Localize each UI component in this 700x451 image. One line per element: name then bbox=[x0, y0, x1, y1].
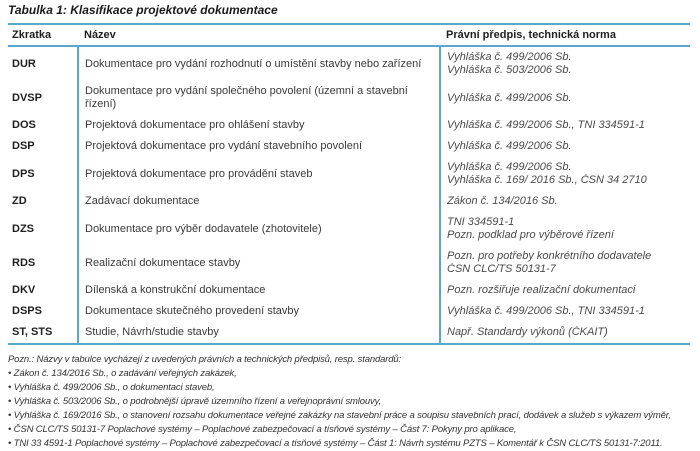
table-row bbox=[8, 115, 690, 136]
norm-cell bbox=[440, 301, 690, 322]
abbr-cell: DOS bbox=[8, 115, 78, 136]
name-cell: Projektová dokumentace pro ohlášení stavby bbox=[78, 115, 440, 136]
abbr-cell: DZS bbox=[8, 212, 78, 246]
name-cell: Zadávací dokumentace bbox=[78, 191, 440, 212]
abbr-cell: DSPS bbox=[8, 301, 78, 322]
table-title: Tabulka 1: Klasifikace projektové dokumentace bbox=[8, 3, 278, 17]
name-cell: Dokumentace pro vydání rozhodnutí o umístění stavby nebo zařízení bbox=[78, 46, 440, 81]
norm-line: Vyhláška č. 499/2006 Sb. bbox=[447, 161, 572, 173]
table-row bbox=[8, 136, 690, 157]
norm-cell bbox=[440, 280, 690, 301]
abbr-cell: RDS bbox=[8, 246, 78, 280]
table-row bbox=[8, 46, 690, 81]
table-row bbox=[8, 322, 690, 344]
header-abbr: Zkratka bbox=[12, 29, 52, 41]
name-cell: Dokumentace pro výběr dodavatele (zhotovitele) bbox=[78, 212, 440, 246]
norm-cell bbox=[440, 322, 690, 344]
norm-line: Vyhláška č. 503/2006 Sb. bbox=[447, 64, 572, 76]
norm-line: Zákon č. 134/2016 Sb. bbox=[447, 195, 558, 207]
abbr-cell: DUR bbox=[8, 46, 78, 81]
table-header bbox=[8, 24, 690, 46]
header-row bbox=[8, 24, 690, 46]
name-cell: Projektová dokumentace pro vydání stavebního povolení bbox=[78, 136, 440, 157]
table-row bbox=[8, 81, 690, 115]
name-cell: Dokumentace pro vydání společného povolení (územní a stavební řízení) bbox=[78, 81, 440, 115]
table-row bbox=[8, 191, 690, 212]
footnote-list bbox=[8, 367, 690, 451]
abbr-cell: ST, STS bbox=[8, 322, 78, 344]
norm-line: Pozn. pro potřeby konkrétního dodavatele bbox=[447, 250, 652, 262]
norm-cell bbox=[440, 212, 690, 246]
footnote-item: • Zákon č. 134/2016 Sb., o zadávání veřejných zakázek, bbox=[8, 367, 690, 381]
classification-table bbox=[8, 23, 690, 345]
footnote-intro: Pozn.: Názvy v tabulce vycházejí z uvedených právních a technických předpisů, resp. standardů: bbox=[8, 354, 402, 365]
name-cell: Projektová dokumentace pro provádění staveb bbox=[78, 157, 440, 191]
norm-line: ČSN CLC/TS 50131-7 bbox=[447, 263, 556, 275]
table-body bbox=[8, 46, 690, 344]
norm-cell bbox=[440, 191, 690, 212]
footnote-item: • Vyhláška č. 503/2006 Sb., o podrobnější úpravě územního řízení a veřejnoprávní smlouvy, bbox=[8, 395, 690, 409]
norm-cell bbox=[440, 136, 690, 157]
footnote-item: • TNI 33 4591-1 Poplachové systémy – Poplachové zabezpečovací a tísňové systémy – Část 1: Návrh systému PZTS – Komentář k ČSN CLC/TS 50131-7:2011. bbox=[8, 437, 690, 451]
name-cell: Dílenská a konstrukční dokumentace bbox=[78, 280, 440, 301]
norm-cell bbox=[440, 246, 690, 280]
norm-line: Vyhláška č. 499/2006 Sb. bbox=[447, 51, 572, 63]
table-row bbox=[8, 212, 690, 246]
abbr-cell: DPS bbox=[8, 157, 78, 191]
norm-line: Pozn. podklad pro výběrové řízení bbox=[447, 229, 614, 241]
table-row bbox=[8, 157, 690, 191]
norm-cell bbox=[440, 81, 690, 115]
norm-line: Vyhláška č. 499/2006 Sb. bbox=[447, 91, 572, 104]
abbr-cell: DSP bbox=[8, 136, 78, 157]
footnote-item: • Vyhláška č. 169/2016 Sb., o stanovení rozsahu dokumentace veřejné zakázky na stavební práce a soupisu stavebních prací, dodávek a služeb s výkazem výměr, bbox=[8, 409, 690, 423]
norm-line: Např. Standardy výkonů (ČKAIT) bbox=[447, 326, 608, 338]
table-row bbox=[8, 280, 690, 301]
header-norm: Právní předpis, technická norma bbox=[446, 29, 616, 41]
abbr-cell: DKV bbox=[8, 280, 78, 301]
name-cell: Dokumentace skutečného provedení stavby bbox=[78, 301, 440, 322]
norm-cell bbox=[440, 46, 690, 81]
norm-line: TNI 334591-1 bbox=[447, 216, 515, 228]
abbr-cell: ZD bbox=[8, 191, 78, 212]
footnote-item: • ČSN CLC/TS 50131-7 Poplachové systémy – Poplachové zabezpečovací a tísňové systémy – Část 7: Pokyny pro aplikace, bbox=[8, 423, 690, 437]
abbr-cell: DVSP bbox=[8, 81, 78, 115]
norm-line: Vyhláška č. 499/2006 Sb. bbox=[447, 140, 572, 152]
name-cell: Studie, Návrh/studie stavby bbox=[78, 322, 440, 344]
norm-line: Vyhláška č. 169/ 2016 Sb., ČSN 34 2710 bbox=[447, 174, 647, 186]
norm-line: Vyhláška č. 499/2006 Sb., TNI 334591-1 bbox=[447, 119, 645, 131]
table-row bbox=[8, 246, 690, 280]
footnotes bbox=[8, 353, 690, 451]
norm-line: Vyhláška č. 499/2006 Sb., TNI 334591-1 bbox=[447, 305, 645, 317]
norm-line: Pozn. rozšiřuje realizační dokumentaci bbox=[447, 284, 636, 296]
header-name: Název bbox=[84, 29, 116, 41]
name-cell: Realizační dokumentace stavby bbox=[78, 246, 440, 280]
table-row bbox=[8, 301, 690, 322]
norm-cell bbox=[440, 115, 690, 136]
norm-cell bbox=[440, 157, 690, 191]
footnote-item: • Vyhláška č. 499/2006 Sb., o dokumentaci staveb, bbox=[8, 381, 690, 395]
